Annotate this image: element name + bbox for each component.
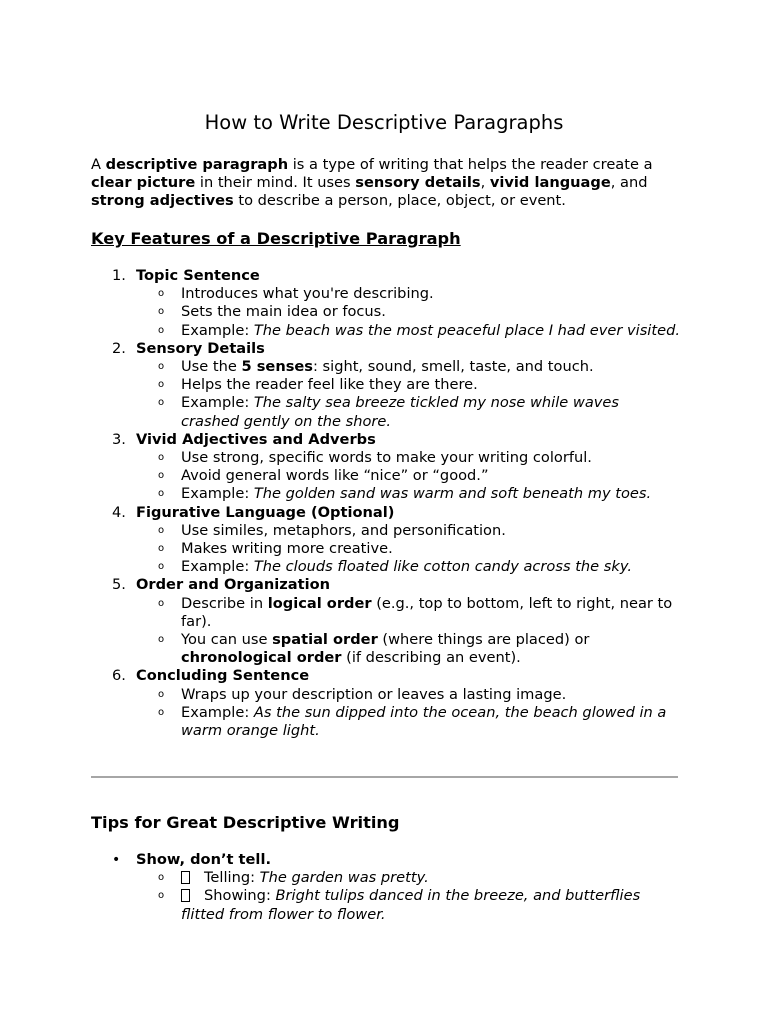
sub-item xyxy=(136,467,681,485)
sub-item xyxy=(136,686,681,704)
sub-item-bold: spatial order xyxy=(272,631,378,649)
sub-item xyxy=(136,449,681,467)
intro-text: , xyxy=(480,174,490,192)
feature-title: Vivid Adjectives and Adverbs xyxy=(136,430,376,448)
feature-sublist xyxy=(136,595,681,668)
tips-list xyxy=(91,851,681,924)
feature-title: Topic Sentence xyxy=(136,267,260,284)
sub-item-text: (if describing an event). xyxy=(341,649,521,667)
feature-sublist xyxy=(136,522,681,577)
sub-item xyxy=(136,485,681,503)
feature-title: Sensory Details xyxy=(136,339,265,357)
sub-item-text: Use similes, metaphors, and personification. xyxy=(181,521,506,539)
sub-item xyxy=(136,595,681,631)
feature-number: 1. xyxy=(112,267,126,284)
feature-item xyxy=(91,504,681,577)
sub-item xyxy=(136,887,681,923)
circle-bullet-icon: o xyxy=(158,872,165,884)
sub-item xyxy=(136,303,681,321)
example-text: The clouds floated like cotton candy across the sky. xyxy=(253,558,632,576)
circle-bullet-icon: o xyxy=(158,634,165,646)
tip-title: Show, don’t tell. xyxy=(136,851,271,868)
example-label: Example: xyxy=(181,485,254,503)
sub-item-text: Use the xyxy=(181,358,242,376)
example-label: Example: xyxy=(181,394,254,412)
circle-bullet-icon: o xyxy=(158,397,165,409)
sub-item-text: (e.g., top to bottom, left to right, near to far). xyxy=(181,594,673,630)
feature-item xyxy=(91,431,681,504)
sub-item xyxy=(136,285,681,303)
sub-item-text: Avoid general words like “nice” or “good.” xyxy=(181,467,489,485)
circle-bullet-icon: o xyxy=(158,543,165,555)
horizontal-divider xyxy=(91,776,678,778)
feature-number: 6. xyxy=(112,667,126,685)
circle-bullet-icon: o xyxy=(158,452,165,464)
feature-sublist xyxy=(136,285,681,340)
circle-bullet-icon: o xyxy=(158,324,165,336)
tips-heading: Tips for Great Descriptive Writing xyxy=(91,813,400,832)
intro-text: in their mind. It uses xyxy=(195,174,356,192)
sub-item-text: You can use xyxy=(181,631,273,649)
feature-item xyxy=(91,267,681,340)
feature-item xyxy=(91,667,681,740)
circle-bullet-icon: o xyxy=(158,524,165,536)
sub-item-bold: logical order xyxy=(267,594,372,612)
circle-bullet-icon: o xyxy=(158,597,165,609)
sub-item-text: Describe in xyxy=(181,594,268,612)
sub-item xyxy=(136,558,681,576)
feature-sublist xyxy=(136,686,681,741)
circle-bullet-icon: o xyxy=(158,488,165,500)
feature-number: 5. xyxy=(112,576,126,594)
sub-item-bold: 5 senses xyxy=(241,358,313,376)
sub-item-bold: chronological order xyxy=(181,649,342,667)
sub-item-text: (where things are placed) or xyxy=(377,631,590,649)
feature-title: Order and Organization xyxy=(136,576,331,594)
missing-glyph-icon xyxy=(181,871,190,884)
sub-item xyxy=(136,376,681,394)
sub-item xyxy=(136,394,681,430)
telling-example: The garden was pretty. xyxy=(259,869,429,887)
feature-number: 4. xyxy=(112,503,126,521)
key-features-list xyxy=(91,267,681,740)
sub-item-text: Introduces what you're describing. xyxy=(181,285,434,303)
circle-bullet-icon: o xyxy=(158,706,165,718)
page-title: How to Write Descriptive Paragraphs xyxy=(204,111,564,134)
intro-text: is a type of writing that helps the reader create a xyxy=(288,156,653,173)
telling-label: Telling: xyxy=(204,869,260,887)
sub-item-text: Use strong, specific words to make your writing colorful. xyxy=(181,449,592,467)
example-text: The salty sea breeze tickled my nose while waves crashed gently on the shore. xyxy=(181,394,620,430)
intro-paragraph xyxy=(91,156,681,211)
example-label: Example: xyxy=(181,703,254,721)
feature-title: Concluding Sentence xyxy=(136,667,310,685)
intro-bold-term: sensory details xyxy=(355,174,481,192)
sub-item xyxy=(136,869,681,887)
circle-bullet-icon: o xyxy=(158,688,165,700)
intro-bold-term: strong adjectives xyxy=(91,192,234,210)
example-label: Example: xyxy=(181,558,254,576)
circle-bullet-icon: o xyxy=(158,306,165,318)
circle-bullet-icon: o xyxy=(158,379,165,391)
sub-item-text: : sight, sound, smell, taste, and touch. xyxy=(312,358,594,376)
feature-item xyxy=(91,340,681,431)
intro-text: , and xyxy=(610,174,648,192)
intro-bold-term: descriptive paragraph xyxy=(105,156,289,173)
sub-item-text: Makes writing more creative. xyxy=(181,540,393,558)
sub-item-text: Wraps up your description or leaves a lasting image. xyxy=(181,685,567,703)
sub-item xyxy=(136,358,681,376)
tip-sublist xyxy=(136,869,681,924)
intro-bold-term: vivid language xyxy=(489,174,611,192)
feature-sublist xyxy=(136,358,681,431)
showing-example: Bright tulips danced in the breeze, and butterflies flitted from flower to flower. xyxy=(181,887,641,923)
missing-glyph-icon xyxy=(181,889,190,902)
sub-item-text: Helps the reader feel like they are there. xyxy=(181,376,478,394)
tip-item xyxy=(91,851,681,924)
circle-bullet-icon: o xyxy=(158,561,165,573)
circle-bullet-icon: o xyxy=(158,288,165,300)
circle-bullet-icon: o xyxy=(158,361,165,373)
feature-sublist xyxy=(136,449,681,504)
circle-bullet-icon: o xyxy=(158,890,165,902)
showing-label: Showing: xyxy=(204,887,276,905)
intro-text: A xyxy=(91,156,106,173)
feature-number: 3. xyxy=(112,430,126,448)
sub-item xyxy=(136,540,681,558)
sub-item xyxy=(136,522,681,540)
sub-item xyxy=(136,704,681,740)
key-features-heading: Key Features of a Descriptive Paragraph xyxy=(91,229,461,248)
feature-title: Figurative Language (Optional) xyxy=(136,503,395,521)
example-text: The golden sand was warm and soft beneath my toes. xyxy=(253,485,652,503)
intro-text: to describe a person, place, object, or event. xyxy=(233,192,566,210)
example-label: Example: xyxy=(181,321,254,339)
feature-item xyxy=(91,576,681,667)
circle-bullet-icon: o xyxy=(158,470,165,482)
example-text: The beach was the most peaceful place I had ever visited. xyxy=(253,321,680,339)
sub-item-text: Sets the main idea or focus. xyxy=(181,303,386,321)
sub-item xyxy=(136,322,681,340)
intro-bold-term: clear picture xyxy=(91,174,196,192)
sub-item xyxy=(136,631,681,667)
example-text: As the sun dipped into the ocean, the beach glowed in a warm orange light. xyxy=(181,703,667,740)
feature-number: 2. xyxy=(112,339,126,357)
dot-bullet-icon: • xyxy=(112,852,121,868)
